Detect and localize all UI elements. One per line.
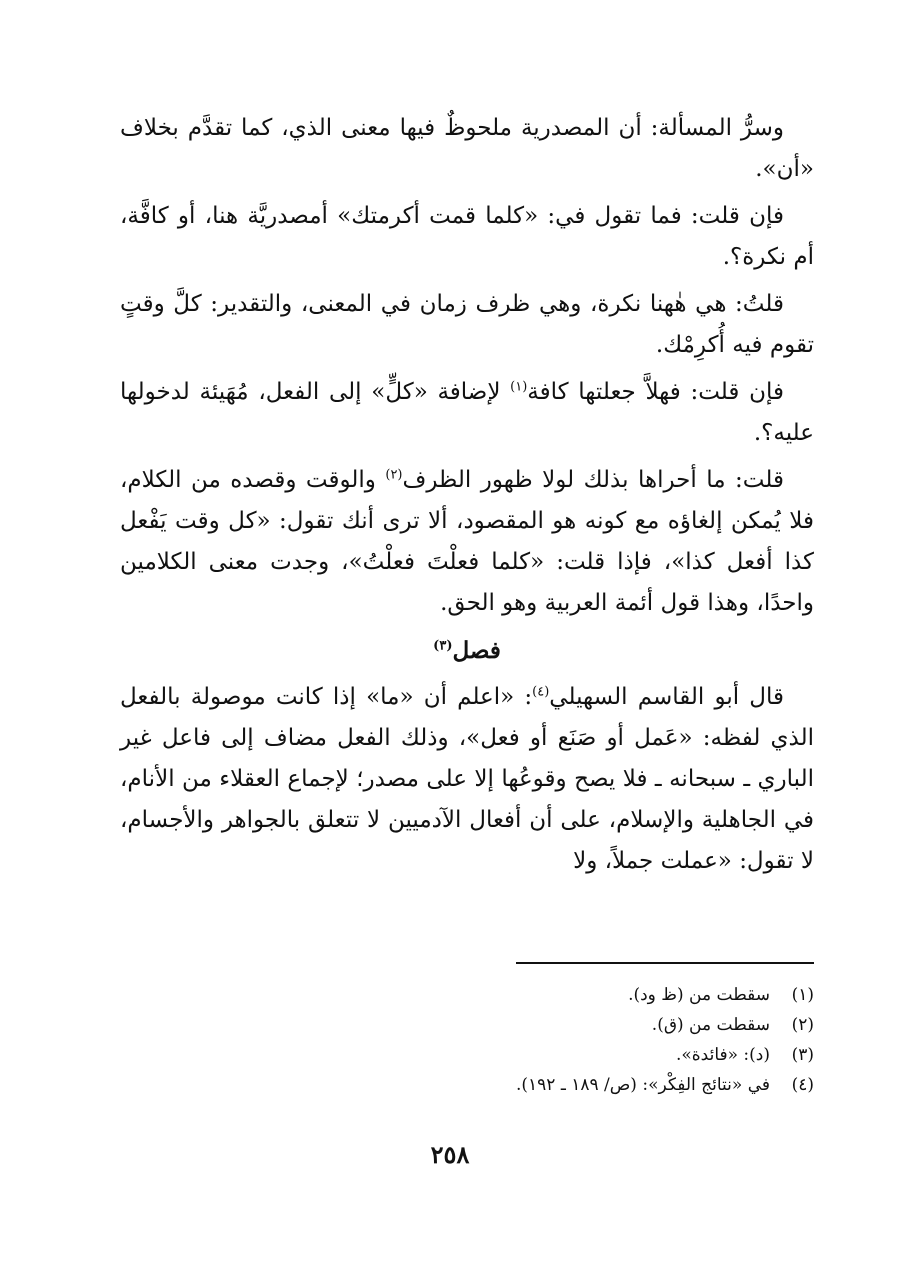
footnote-number: (٢) (791, 1015, 814, 1035)
footnote-ref-3: (٣) (433, 638, 453, 654)
footnote-text: سقطت من (ق). (651, 1015, 770, 1035)
footnote-number: (٣) (791, 1045, 814, 1065)
paragraph-1: وسرُّ المسألة: أن المصدرية ملحوظٌ فيها معنى الذي، كما تقدَّم بخلاف «أن». (120, 115, 814, 182)
paragraph-5-text-start: قلت: ما أحراها بذلك لولا ظهور الظرف (402, 467, 785, 493)
paragraph-2: فإن قلت: فما تقول في: «كلما قمت أكرمتك» أمصدريَّة هنا، أو كافَّة، أم نكرة؟. (120, 203, 814, 270)
footnote-separator (516, 962, 814, 964)
paragraph-4-text-start: فإن قلت: فهلاَّ جعلتها كافة (527, 379, 785, 405)
footnote-ref-1: (١) (510, 379, 528, 395)
page-number: ٢٥٨ (430, 1140, 470, 1169)
paragraph-4-text-end: لإضافة «كلٍّ» إلى الفعل، مُهَيئة لدخولها عليه؟. (120, 379, 814, 446)
footnote-number: (٤) (791, 1075, 814, 1095)
footnote-ref-2: (٢) (385, 467, 403, 483)
footnote-text: سقطت من (ظ ود). (628, 985, 770, 1005)
footnote-text: في «نتائج الفِكْر»: (ص/ ١٨٩ ـ ١٩٢). (515, 1075, 770, 1095)
footnote-3 (120, 1040, 814, 1070)
footnote-text: (د): «فائدة». (675, 1045, 770, 1065)
footnote-1 (120, 980, 814, 1010)
paragraph-6-text-end: : «اعلم أن «ما» إذا كانت موصولة بالفعل الذي لفظه: «عَمل أو صَنَع أو فعل»، وذلك الفعل مضاف إلى فاعل غير الباري ـ سبحانه ـ فلا يصح وقوعُها إلا على مصدر؛ لإجماع العقلاء من الأنام، في الجاهلية والإسلام، على أن أفعال الآدميين لا تتعلق بالجواهر والأجسام، لا تقول: «عملت جملاً، ولا (120, 684, 814, 874)
footnotes (120, 980, 814, 1100)
page-body (120, 108, 814, 888)
paragraph-5 (120, 460, 814, 624)
footnote-ref-4: (٤) (532, 684, 550, 700)
paragraph-3: قلتُ: هي هٰهنا نكرة، وهي ظرف زمان في المعنى، والتقدير: كلَّ وقتٍ تقوم فيه أُكرِمْك. (120, 291, 814, 358)
paragraph-4 (120, 372, 814, 454)
section-heading (120, 630, 814, 671)
section-heading-text: فصل (452, 637, 501, 664)
footnote-4 (120, 1070, 814, 1100)
footnote-2 (120, 1010, 814, 1040)
paragraph-6-text-start: قال أبو القاسم السهيلي (549, 684, 784, 710)
paragraph-6 (120, 677, 814, 882)
paragraph-5-text-end: والوقت وقصده من الكلام، فلا يُمكن إلغاؤه مع كونه هو المقصود، ألا ترى أنك تقول: «كل وقت يَفْعل كذا أفعل كذا»، فإذا قلت: «كلما فعلْتَ فعلْتُ»، وجدت معنى الكلامين واحدًا، وهذا قول أئمة العربية وهو الحق. (120, 467, 814, 616)
footnote-number: (١) (791, 985, 814, 1005)
